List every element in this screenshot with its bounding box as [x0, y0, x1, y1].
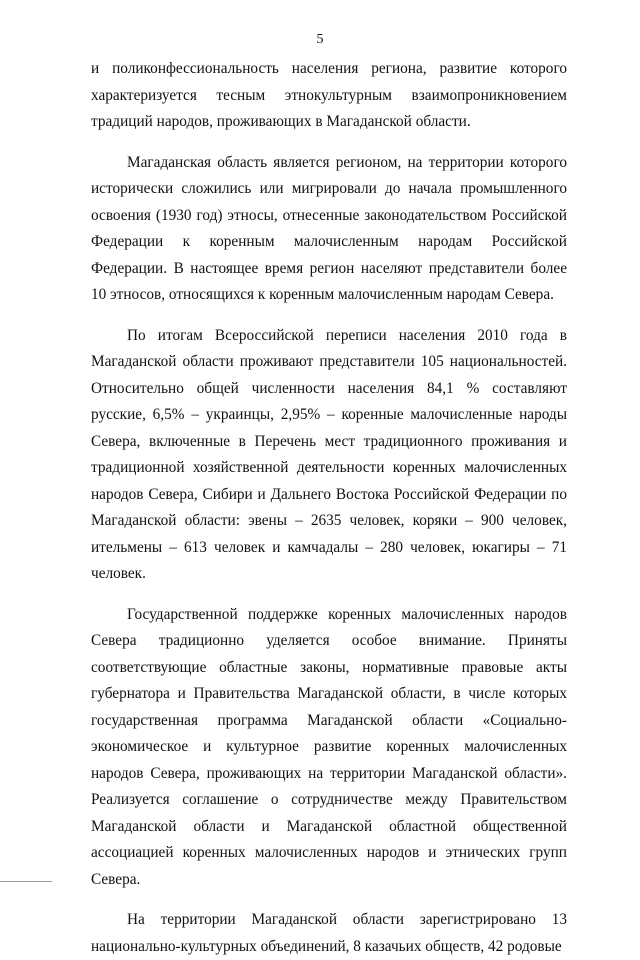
paragraph-region-ethnic-history: Магаданская область является регионом, на территории которого исторически сложились или мигрировали до начала промышленного освоения (1930 год) этносы, отнесенные законодательством Российской Федерации к коренным малочисленным народам Российской Федерации. В настоящее время регион населяют представители более 10 этносов, относящихся к коренным малочисленным народам Севера.: [91, 153, 567, 303]
paragraph-census-2010: По итогам Всероссийской переписи населения 2010 года в Магаданской области проживают представители 105 национальностей. Относительно общей численности населения 84,1 % составляют русские, 6,5% – украинцы, 2,95% – коренные малочисленные народы Севера, включенные в Перечень мест традиционного проживания и традиционной хозяйственной деятельности коренных малочисленных народов Севера, Сибири и Дальнего Востока Российской Федерации по Магаданской области: эвены – 2635 человек, коряки – 900 человек, ительмены – 613 человек и камчадалы – 280 человек, юкагиры – 71 человек.: [91, 326, 567, 582]
paragraph-registered-organizations: На территории Магаданской области зарегистрировано 13 национально-культурных объединений, 8 казачьих обществ, 42 родовые: [91, 911, 567, 955]
paragraph-continuation: и поликонфессиональность населения региона, развитие которого характеризуется тесным этнокультурным взаимопроникновением традиций народов, проживающих в Магаданской области.: [91, 60, 567, 130]
page-number: 5: [316, 32, 324, 47]
paragraph-state-support: Государственной поддержке коренных малочисленных народов Севера традиционно уделяется особое внимание. Приняты соответствующие областные законы, нормативные правовые акты губернатора и Правительства Магаданской области, в числе которых государственная программа Магаданской области «Социально-экономическое и культурное развитие коренных малочисленных народов Севера, проживающих на территории Магаданской области». Реализуется соглашение о сотрудничестве между Правительством Магаданской области и Магаданской областной общественной ассоциацией коренных малочисленных народов и этнических групп Севера.: [91, 605, 567, 888]
footnote-divider: [0, 881, 52, 882]
body-text: [91, 56, 567, 960]
